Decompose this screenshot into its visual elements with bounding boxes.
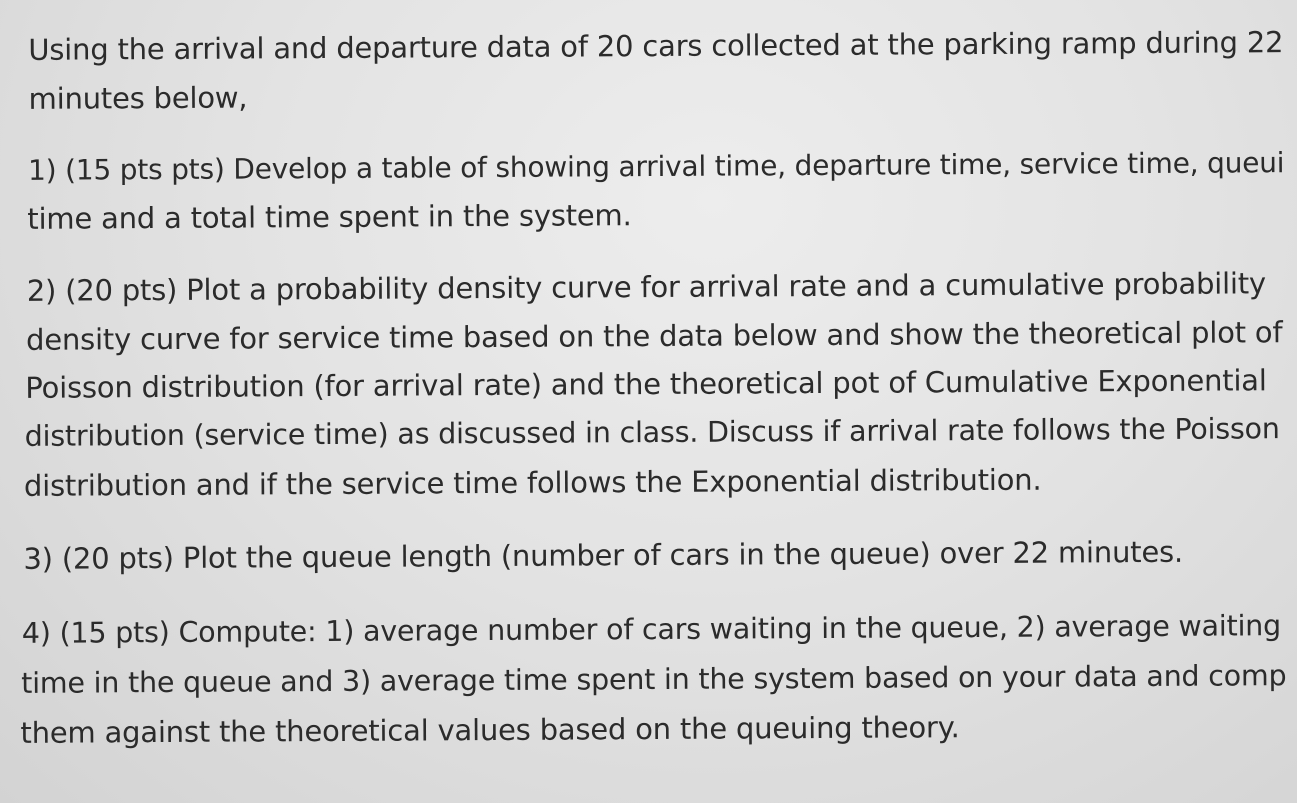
question-1-line-2: time and a total time spent in the system.: [27, 198, 632, 236]
intro-line-2: minutes below,: [28, 80, 248, 116]
question-2-line-5: distribution and if the service time follows the Exponential distribution.: [23, 462, 1042, 503]
question-4-line-1: 4) (15 pts) Compute: 1) average number of cars waiting in the queue, 2) average waiting: [21, 609, 1282, 650]
question-4-line-2: time in the queue and 3) average time spent in the system based on your data and comp: [21, 659, 1287, 700]
question-3-line-1: 3) (20 pts) Plot the queue length (number of cars in the queue) over 22 minutes.: [23, 534, 1184, 576]
question-2-line-3: Poisson distribution (for arrival rate) and the theoretical pot of Cumulative Exponential: [25, 363, 1267, 405]
question-2-line-4: distribution (service time) as discussed in class. Discuss if arrival rate follows the Poisson: [24, 412, 1280, 453]
question-4-line-3: them against the theoretical values based on the queuing theory.: [20, 710, 960, 750]
intro-line-1: Using the arrival and departure data of 20 cars collected at the parking ramp during 22: [28, 25, 1284, 67]
question-2-line-2: density curve for service time based on the data below and show the theoretical plot of: [25, 315, 1283, 357]
question-2-line-1: 2) (20 pts) Plot a probability density curve for arrival rate and a cumulative probability: [26, 266, 1267, 308]
question-1-line-1: 1) (15 pts pts) Develop a table of showing arrival time, departure time, service time, queui: [27, 146, 1285, 187]
